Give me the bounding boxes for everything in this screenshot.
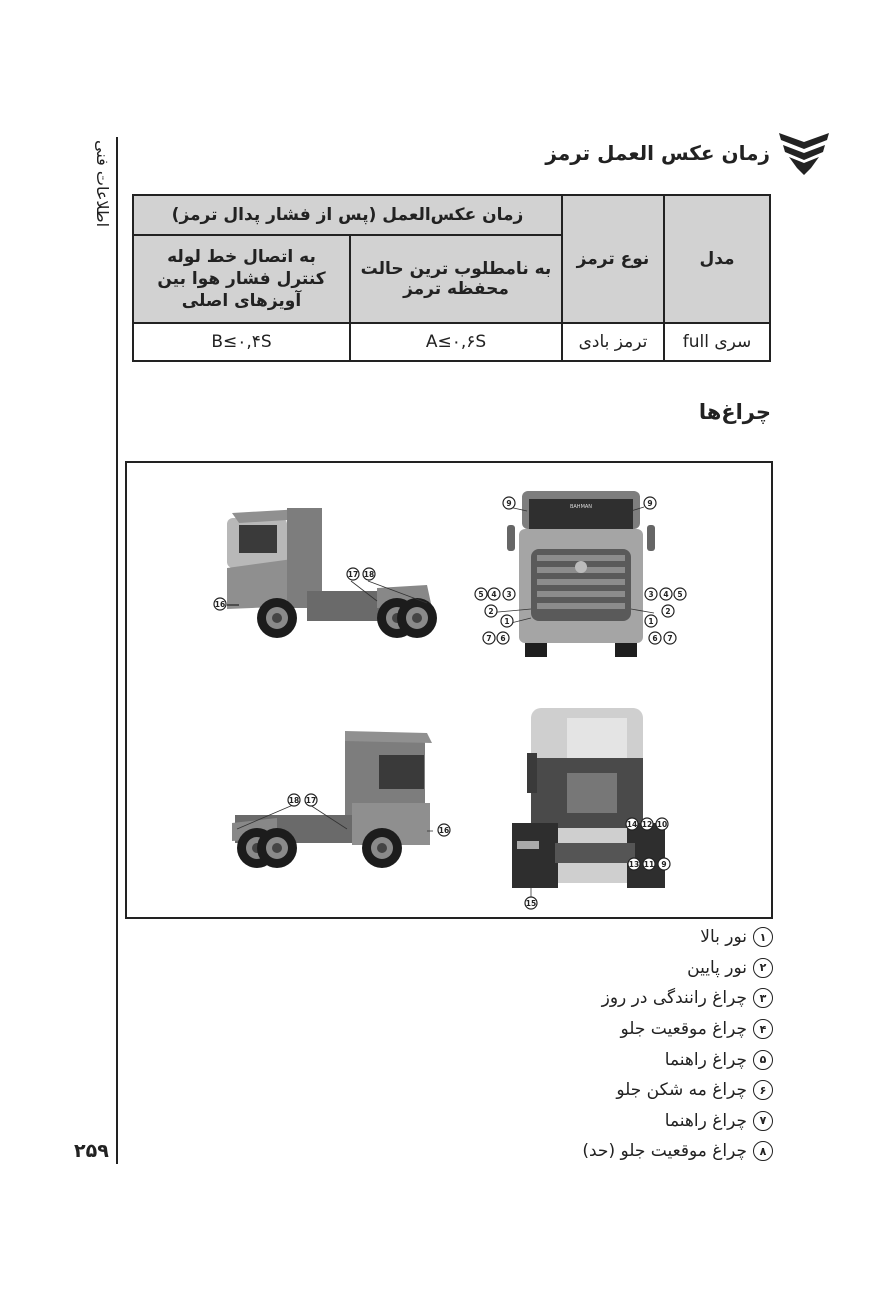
callout-6-left	[497, 632, 509, 644]
logo-icon	[778, 130, 830, 176]
svg-text:5: 5	[478, 590, 484, 599]
legend-item	[582, 922, 773, 953]
svg-text:1: 1	[648, 617, 654, 626]
callout-10	[656, 818, 668, 830]
section-title-text: زمان عکس العمل ترمز	[545, 141, 770, 165]
svg-text:17: 17	[347, 570, 359, 579]
svg-text:16: 16	[438, 826, 450, 835]
page-number: ۲۵۹	[74, 1140, 109, 1162]
legend-text: چراغ موقعیت جلو	[620, 1019, 747, 1040]
svg-text:15: 15	[525, 899, 537, 908]
legend-item	[582, 1106, 773, 1137]
legend-text: چراغ راهنما	[664, 1110, 747, 1131]
header-brake-type: نوع ترمز	[562, 195, 664, 323]
truck-diagram	[127, 463, 771, 917]
svg-text:9: 9	[661, 860, 667, 869]
svg-text:6: 6	[500, 634, 506, 643]
truck-side-right-view	[232, 731, 432, 868]
legend-item	[582, 953, 773, 984]
legend-text: چراغ مه شکن جلو	[616, 1080, 747, 1101]
callout-9-left	[503, 497, 515, 509]
callout-2-left	[485, 605, 497, 617]
callout-2-right	[662, 605, 674, 617]
svg-text:7: 7	[667, 634, 673, 643]
callout-18-bottom	[288, 794, 300, 806]
svg-text:10: 10	[656, 820, 668, 829]
callout-17-bottom	[305, 794, 317, 806]
section-title-brake	[545, 130, 830, 176]
cell-air-line: B≤۰,۴S	[133, 323, 350, 361]
legend-item	[582, 983, 773, 1014]
callout-3-left	[503, 588, 515, 600]
svg-text:3: 3	[506, 590, 512, 599]
legend-item	[582, 1136, 773, 1167]
side-rule	[116, 137, 118, 1164]
number-badge: ۷	[753, 1111, 773, 1131]
callout-15	[525, 897, 537, 909]
number-badge: ۲	[753, 958, 773, 978]
callout-14	[626, 818, 638, 830]
legend-text: چراغ راهنما	[664, 1049, 747, 1070]
svg-text:3: 3	[648, 590, 654, 599]
svg-text:4: 4	[491, 590, 497, 599]
svg-text:2: 2	[665, 607, 671, 616]
svg-text:11: 11	[643, 860, 655, 869]
svg-text:16: 16	[214, 600, 226, 609]
callout-11	[643, 858, 655, 870]
header-worst-state: به نامطلوب ترین حالت محفظه ترمز	[350, 235, 562, 323]
section-title-lights: چراغ‌ها	[698, 400, 771, 424]
grille-brand: BAHMAN	[569, 504, 593, 510]
svg-text:9: 9	[647, 499, 653, 508]
callout-4-left	[488, 588, 500, 600]
callout-1-right	[645, 615, 657, 627]
lights-figure	[125, 461, 773, 919]
callout-18-top	[363, 568, 375, 580]
cell-model: سری full	[664, 323, 770, 361]
callout-9-right	[644, 497, 656, 509]
callout-9-rear	[658, 858, 670, 870]
svg-text:18: 18	[288, 796, 300, 805]
svg-text:17: 17	[305, 796, 317, 805]
callout-3-right	[645, 588, 657, 600]
callout-13	[628, 858, 640, 870]
svg-text:18: 18	[363, 570, 375, 579]
number-badge: ۱	[753, 927, 773, 947]
number-badge: ۸	[753, 1141, 773, 1161]
lights-legend	[582, 922, 773, 1167]
callout-7-right	[664, 632, 676, 644]
truck-side-left-view	[227, 508, 437, 638]
legend-item	[582, 1044, 773, 1075]
legend-item	[582, 1014, 773, 1045]
callout-5-right	[674, 588, 686, 600]
svg-text:7: 7	[486, 634, 492, 643]
legend-text: نور بالا	[700, 927, 747, 948]
callout-6-right	[649, 632, 661, 644]
legend-item	[582, 1075, 773, 1106]
svg-text:4: 4	[663, 590, 669, 599]
brake-reaction-table	[132, 194, 771, 362]
truck-rear-view	[512, 708, 668, 888]
header-model: مدل	[664, 195, 770, 323]
number-badge: ۴	[753, 1019, 773, 1039]
callout-7-left	[483, 632, 495, 644]
callout-1-left	[501, 615, 513, 627]
callout-16-top	[214, 598, 226, 610]
svg-text:14: 14	[626, 820, 638, 829]
callout-16-bottom	[438, 824, 450, 836]
callout-12	[641, 818, 653, 830]
legend-text: چراغ موقعیت جلو (حد)	[582, 1141, 747, 1162]
legend-text: چراغ رانندگی در روز	[601, 988, 747, 1009]
callout-4-right	[660, 588, 672, 600]
svg-text:5: 5	[677, 590, 683, 599]
cell-worst-state: A≤۰,۶S	[350, 323, 562, 361]
number-badge: ۳	[753, 988, 773, 1008]
callout-17-top	[347, 568, 359, 580]
header-air-line: به اتصال خط لوله کنترل فشار هوا بین آویزهای اصلی	[133, 235, 350, 323]
number-badge: ۶	[753, 1080, 773, 1100]
truck-front-view	[507, 491, 658, 657]
side-chapter-label: اطلاعات فنی	[93, 140, 112, 228]
legend-text: نور پایین	[687, 957, 747, 978]
svg-text:6: 6	[652, 634, 658, 643]
svg-text:13: 13	[628, 860, 640, 869]
callout-5-left	[475, 588, 487, 600]
number-badge: ۵	[753, 1050, 773, 1070]
svg-text:1: 1	[504, 617, 510, 626]
header-reaction-time: زمان عکس‌العمل (پس از فشار پدال ترمز)	[133, 195, 562, 235]
svg-text:9: 9	[506, 499, 512, 508]
svg-text:12: 12	[641, 820, 653, 829]
cell-brake-type: ترمز بادی	[562, 323, 664, 361]
svg-text:2: 2	[488, 607, 494, 616]
